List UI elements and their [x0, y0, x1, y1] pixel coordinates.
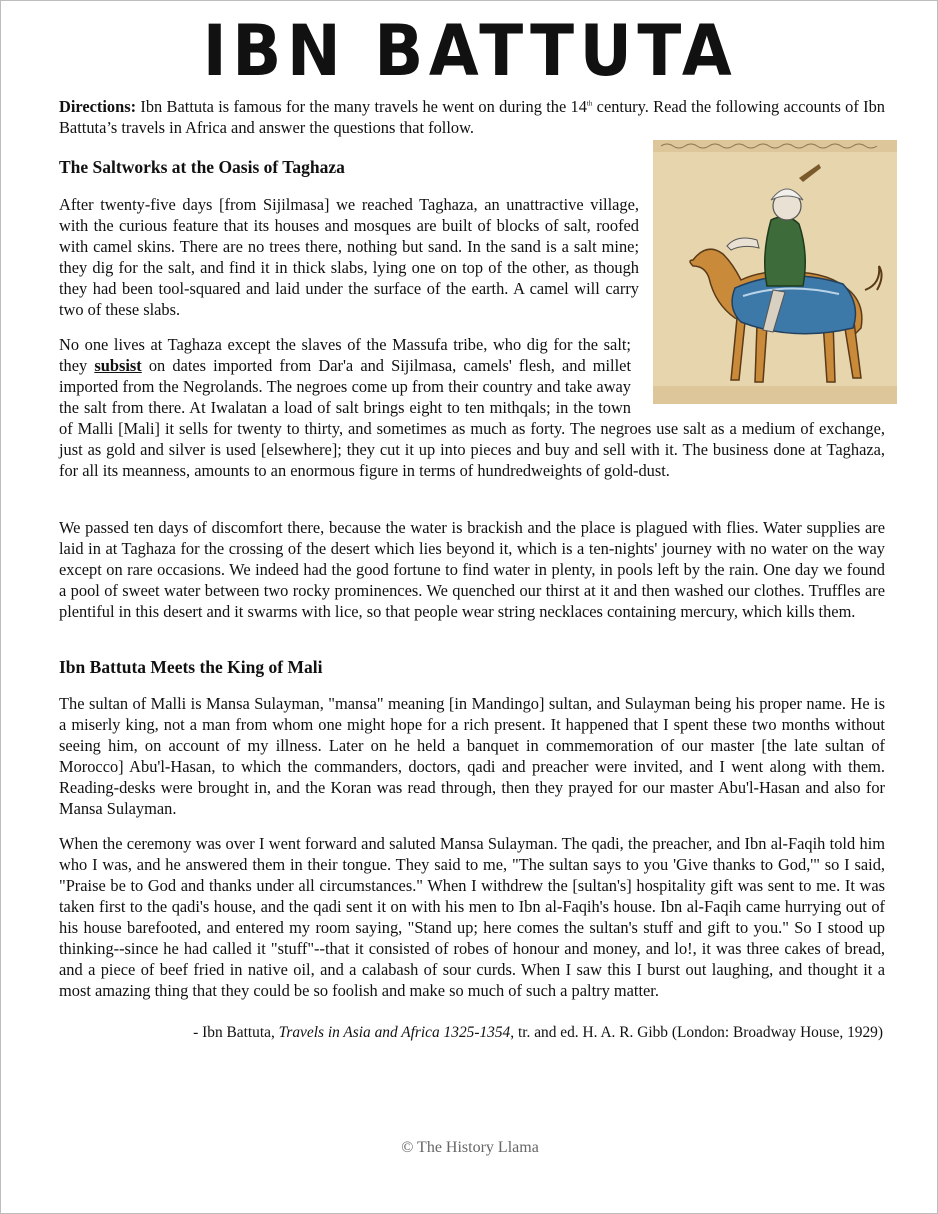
directions-text-a: Ibn Battuta is famous for the many travels he went on during the 14: [136, 97, 587, 116]
directions: [59, 96, 885, 138]
vocab-word-subsist: subsist: [94, 356, 142, 375]
directions-superscript: th: [586, 99, 593, 108]
copyright-footer: © The History Llama: [401, 1139, 539, 1156]
mali-paragraph-1: The sultan of Malli is Mansa Sulayman, "mansa" meaning [in Mandingo] sultan, and Sulayman being his proper name. He is a miserly king, not a man from whom one might hope for a rich present. It happened that I spent these two months without seeing him, on account of my illness. Later on he held a banquet in commemoration of our master [the late sultan of Morocco] Abu'l-Hasan, to which the commanders, doctors, qadi and preacher were invited, and I went along with them. Reading-desks were brought in, and the Koran was read through, then they prayed for our master Abu'l-Hasan and also for Mansa Sulayman.: [59, 694, 885, 818]
taghaza-paragraph-3: We passed ten days of discomfort there, because the water is brackish and the place is plagued with flies. Water supplies are laid in at Taghaza for the crossing of the desert which lies beyond it, which is a ten-nights' journey with no water on the way except on rare occasions. We indeed had the good fortune to find water in plenty, in pools left by the rain. One day we found a pool of sweet water between two rocky prominences. We quenched our thirst at it and then washed our clothes. Truffles are plentiful in this desert and it swarms with lice, so that people wear string necklaces containing mercury, which kills them.: [59, 518, 885, 621]
taghaza-p2-text-b: on dates imported from Dar'a and Sijilmasa, camels' flesh, and millet imported from the Negrolands. The negroes come up from their country and take away the salt from there. At Iwalatan a load of salt brings eight to ten mithqals; in the town of Malli [Mali] it sells for twenty to thirty, and sometimes as much as forty. The negroes use salt as a medium of exchange, just as gold and silver is used [elsewhere]; they cut it up into pieces and buy and sell with it. The business done at Taghaza, for all its meanness, amounts to an enormous figure in terms of hundredweights of gold-dust.: [59, 356, 885, 480]
directions-label: Directions:: [59, 97, 137, 116]
citation-prefix: - Ibn Battuta,: [193, 1024, 279, 1041]
taghaza-paragraph-2: [59, 334, 885, 481]
page-title: IBN BATTUTA: [202, 10, 738, 92]
citation-work: Travels in Asia and Africa 1325-1354: [278, 1024, 511, 1041]
taghaza-p2-text-a: No one lives at Taghaza except the slaves of the Massufa tribe, who dig for the salt; they: [59, 335, 631, 375]
section-heading-mali: Ibn Battuta Meets the King of Mali: [59, 657, 323, 677]
taghaza-paragraph-1: After twenty-five days [from Sijilmasa] we reached Taghaza, an unattractive village, with the curious feature that its houses and mosques are built of blocks of salt, roofed with camel skins. There are no trees there, nothing but sand. In the sand is a salt mine; they dig for the salt, and find it in thick slabs, lying one on top of the other, as though they had been tool-squared and laid under the surface of the earth. A camel will carry two of these slabs.: [59, 195, 639, 319]
directions-text-b: century. Read the following accounts of Ibn Battuta’s travels in Africa and answer the questions that follow.: [59, 97, 885, 137]
source-citation: [193, 1024, 883, 1042]
section-heading-taghaza: The Saltworks at the Oasis of Taghaza: [59, 157, 345, 177]
citation-suffix: , tr. and ed. H. A. R. Gibb (London: Broadway House, 1929): [510, 1024, 883, 1041]
mali-paragraph-2: When the ceremony was over I went forward and saluted Mansa Sulayman. The qadi, the preacher, and Ibn al-Faqih told him who I was, and he answered them in their tongue. They said to me, "The sultan says to you 'Give thanks to God,'" so I said, "Praise be to God and thanks under all circumstances." When I withdrew the [sultan's] hospitality gift was sent to me. It was taken first to the qadi's house, and the qadi sent it on with his men to Ibn al-Faqih's house. Ibn al-Faqih came hurrying out of his house barefooted, and entered my room saying, "Stand up; here comes the sultan's stuff and gift to you." So I stood up thinking--since he had called it "stuff"--that it consisted of robes of honour and money, and lo!, it was three cakes of bread, and a piece of beef fried in native oil, and a calabash of sour curds. When I saw this I burst out laughing, and thought it a most amazing thing that they could be so foolish and make so much of such a paltry matter.: [59, 834, 885, 1000]
